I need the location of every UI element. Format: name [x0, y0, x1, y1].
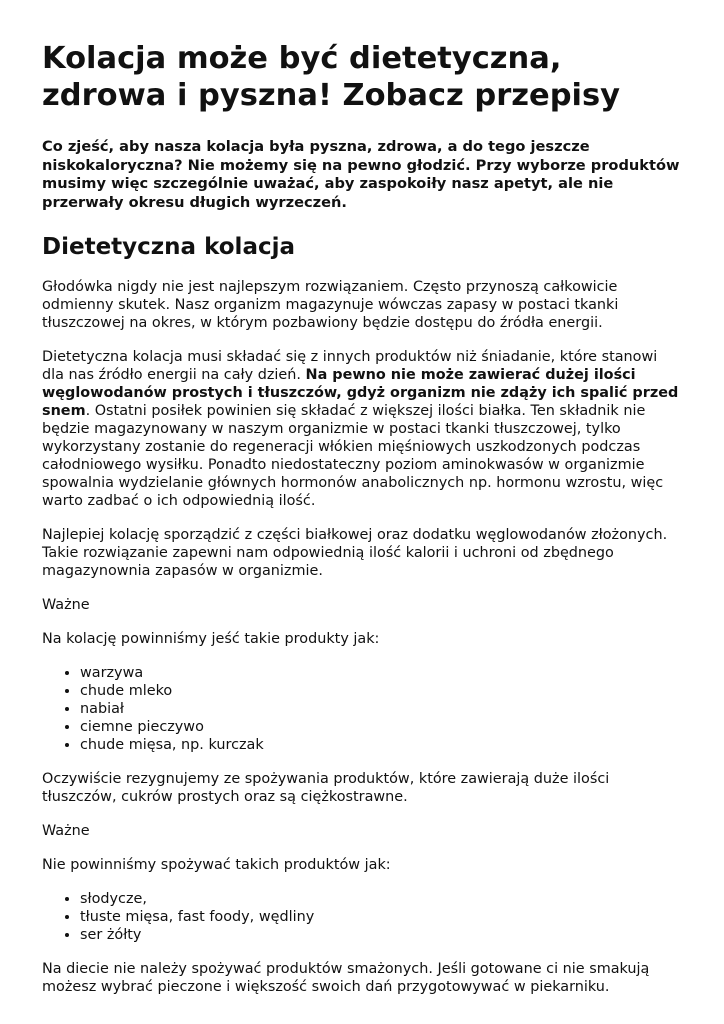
article-title: Kolacja może być dietetyczna, zdrowa i pyszna! Zobacz przepisy [42, 41, 621, 113]
avoided-products-list [42, 890, 682, 944]
article-lead: Co zjeść, aby nasza kolacja była pyszna, zdrowa, a do tego jeszcze niskokaloryczna? Nie możemy się na pewno głodzić. Przy wyborze produktów musimy więc szczególnie uważać, aby zaspokoiły nasz apetyt, ale nie przerwały okresu długich wyrzeczeń. [42, 138, 680, 211]
important-label-2: Ważne [42, 823, 90, 839]
paragraph-4: Oczywiście rezygnujemy ze spożywania produktów, które zawierają duże ilości tłuszczów, cukrów prostych oraz są ciężkostrawne. [42, 771, 610, 805]
paragraph-3: Najlepiej kolację sporządzić z części białkowej oraz dodatku węglowodanów złożonych. Takie rozwiązanie zapewni nam odpowiednią ilość kalorii i uchroni od zbędnego magazynownia zapasów w organizmie. [42, 527, 668, 579]
list-2-intro: Nie powinniśmy spożywać takich produktów jak: [42, 857, 391, 873]
list-item: • ciemne pieczywo [80, 718, 682, 736]
list-item: • chude mięsa, np. kurczak [80, 736, 682, 754]
list-item: • nabiał [80, 700, 682, 718]
list-item: • słodycze, [80, 890, 682, 908]
paragraph-1: Głodówka nigdy nie jest najlepszym rozwiązaniem. Często przynoszą całkowicie odmienny skutek. Nasz organizm magazynuje wówczas zapasy w postaci tkanki tłuszczowej na okres, w którym pozbawiony będzie dostępu do źródła energii. [42, 279, 619, 331]
list-item: • tłuste mięsa, fast foody, wędliny [80, 908, 682, 926]
paragraph-5: Na diecie nie należy spożywać produktów smażonych. Jeśli gotowane ci nie smakują możesz wybrać pieczone i większość swoich dań przygotowywać w piekarniku. [42, 961, 650, 995]
paragraph-2 [42, 348, 682, 510]
paragraph-2-bold: Na pewno nie może zawierać dużej ilości węglowodanów prostych i tłuszczów, gdyż organizm nie zdąży ich spalić przed snem [42, 367, 679, 419]
section-heading: Dietetyczna kolacja [42, 234, 295, 260]
paragraph-2-end: . Ostatni posiłek powinien się składać z większej ilości białka. Ten składnik nie będzie magazynowany w naszym organizmie w postaci tkanki tłuszczowej, tylko wykorzystany zostanie do regeneracji włókien mięśniowych uszkodzonych podczas całodniowego wysiłku. Ponadto niedostateczny poziom aminokwasów w organizmie spowalnia wydzielanie głównych hormonów anabolicznych np. hormonu wzrostu, więc warto zadbać o ich odpowiednią ilość. [42, 403, 664, 509]
list-1-intro: Na kolację powinniśmy jeść takie produkty jak: [42, 631, 380, 647]
list-item: • chude mleko [80, 682, 682, 700]
list-item: • ser żółty [80, 926, 682, 944]
important-label-1: Ważne [42, 597, 90, 613]
paragraph-2-start: Dietetyczna kolacja musi składać się z innych produktów niż śniadanie, które stanowi dla nas źródło energii na cały dzień. [42, 349, 658, 383]
recommended-products-list [42, 664, 682, 754]
list-item: • warzywa [80, 664, 682, 682]
